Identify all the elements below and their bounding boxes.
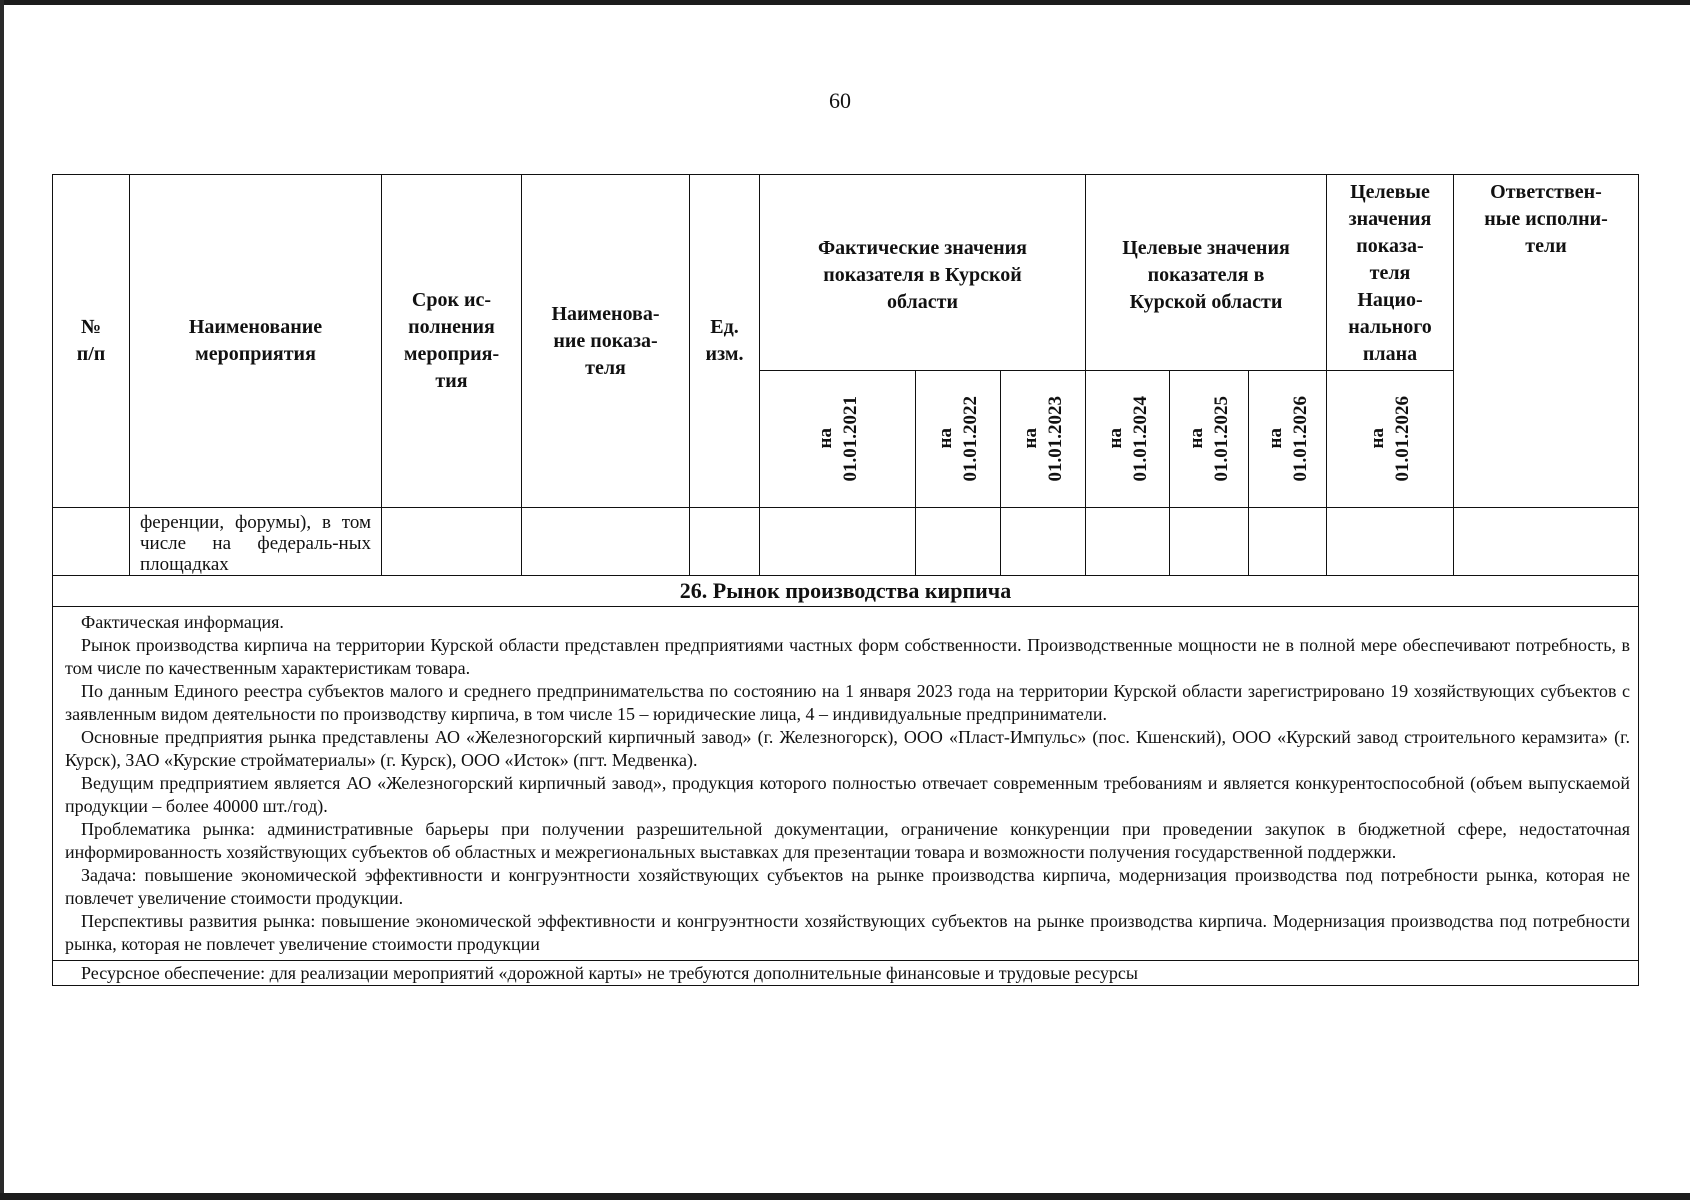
table-cell — [1086, 508, 1170, 576]
continuation-row — [53, 508, 1639, 576]
table-cell — [1454, 508, 1639, 576]
header-date-2026 — [1249, 371, 1327, 508]
header-unit: Ед. изм. — [690, 175, 760, 508]
table-cell — [1327, 508, 1454, 576]
table-cell — [1170, 508, 1249, 576]
paragraph-leading-enterprise: Ведущим предприятием является АО «Железногорский кирпичный завод», продукция которого полностью отвечает современным требованиям и является конкурентоспособной (объем выпускаемой продукции – более 40000 шт./год). — [65, 773, 1630, 816]
resources-text: Ресурсное обеспечение: для реализации мероприятий «дорожной карты» не требуются дополнительные финансовые и трудовые ресурсы — [81, 963, 1138, 983]
paragraph-main-enterprises: Основные предприятия рынка представлены АО «Железногорский кирпичный завод» (г. Железногорск), ООО «Пласт-Импульс» (пос. Кшенский), ООО «Курский завод строительного керамзита» (г. Курск), ЗАО «Курские стройматериалы» (г. Курск), ООО «Исток» (пгт. Медвенка). — [65, 727, 1630, 770]
table-cell — [690, 508, 760, 576]
table-cell — [1249, 508, 1327, 576]
header-num: № п/п — [53, 175, 130, 508]
date-label: на 01.01.2026 — [1264, 396, 1311, 482]
roadmap-table — [52, 174, 1639, 986]
section-body-row — [53, 607, 1639, 961]
header-target-values: Целевые значения показателя в Курской области — [1086, 175, 1327, 371]
header-indicator-name: Наименова- ние показа- теля — [522, 175, 690, 508]
header-row-top — [53, 175, 1639, 371]
table-cell — [916, 508, 1001, 576]
header-date-2025 — [1170, 371, 1249, 508]
date-label: на 01.01.2025 — [1186, 396, 1232, 482]
header-date-2022 — [916, 371, 1001, 508]
paragraph-market-overview: Рынок производства кирпича на территории Курской области представлен предприятиями частных форм собственности. Производственные мощности не в полной мере обеспечивают потребность, в том числе по качественным характеристикам товара. — [65, 635, 1630, 678]
table-cell — [760, 508, 916, 576]
table-cell — [382, 508, 522, 576]
section-title-row — [53, 576, 1639, 607]
date-label: на 01.01.2022 — [935, 396, 981, 482]
scan-edge-left — [0, 0, 4, 1200]
date-label: на 01.01.2026 — [1367, 396, 1413, 482]
date-label: на 01.01.2021 — [814, 396, 861, 482]
header-date-2024 — [1086, 371, 1170, 508]
header-date-2023 — [1001, 371, 1086, 508]
scan-edge-bottom — [0, 1193, 1690, 1200]
header-actual-values: Фактические значения показателя в Курской области — [760, 175, 1086, 371]
table-cell — [522, 508, 690, 576]
page-number: 60 — [829, 88, 851, 113]
header-national-plan: Целевые значения показа- теля Нацио- нального плана — [1327, 175, 1454, 371]
paragraph-task: Задача: повышение экономической эффективности и конгруэнтности хозяйствующих субъектов на рынке производства кирпича, модернизация производства под потребности рынка, которая не повлечет увеличение стоимости продукции. — [65, 865, 1630, 908]
table-cell — [53, 508, 130, 576]
paragraph-prospects: Перспективы развития рынка: повышение экономической эффективности и конгруэнтности хозяйствующих субъектов на рынке производства кирпича. Модернизация производства под потребности рынка, которая не повлечет увеличение стоимости продукции — [65, 911, 1630, 954]
date-label: на 01.01.2023 — [1020, 396, 1066, 482]
paragraph-market-problems: Проблематика рынка: административные барьеры при получении разрешительной документации, ограничение конкуренции при проведении закупок в бюджетной сфере, недостаточная информированность хозяйствующих субъектов об областных и межрегиональных выставках для презентации товара и возможности получения государственной поддержки. — [65, 819, 1630, 862]
header-deadline: Срок ис- полнения мероприя- тия — [382, 175, 522, 508]
paragraph-registry-data: По данным Единого реестра субъектов малого и среднего предпринимательства по состоянию на 1 января 2023 года на территории Курской области зарегистрировано 19 хозяйствующих субъектов с заявленным видом деятельности по производству кирпича, в том числе 15 – юридические лица, 4 – индивидуальные предприниматели. — [65, 681, 1630, 724]
table-cell — [1001, 508, 1086, 576]
resources-cell — [53, 961, 1639, 986]
section-title: 26. Рынок производства кирпича — [53, 576, 1639, 607]
scan-edge-top — [0, 0, 1690, 5]
header-event-name: Наименование мероприятия — [130, 175, 382, 508]
paragraph-actual-info: Фактическая информация. — [81, 612, 284, 632]
date-label: на 01.01.2024 — [1104, 396, 1151, 482]
header-date-national-2026 — [1327, 371, 1454, 508]
header-responsible: Ответствен- ные исполни- тели — [1454, 175, 1639, 508]
header-date-2021 — [760, 371, 916, 508]
continuation-text: ференции, форумы), в том числе на федераль-ных площадках — [130, 508, 382, 576]
section-body — [53, 607, 1639, 961]
resources-row — [53, 961, 1639, 986]
